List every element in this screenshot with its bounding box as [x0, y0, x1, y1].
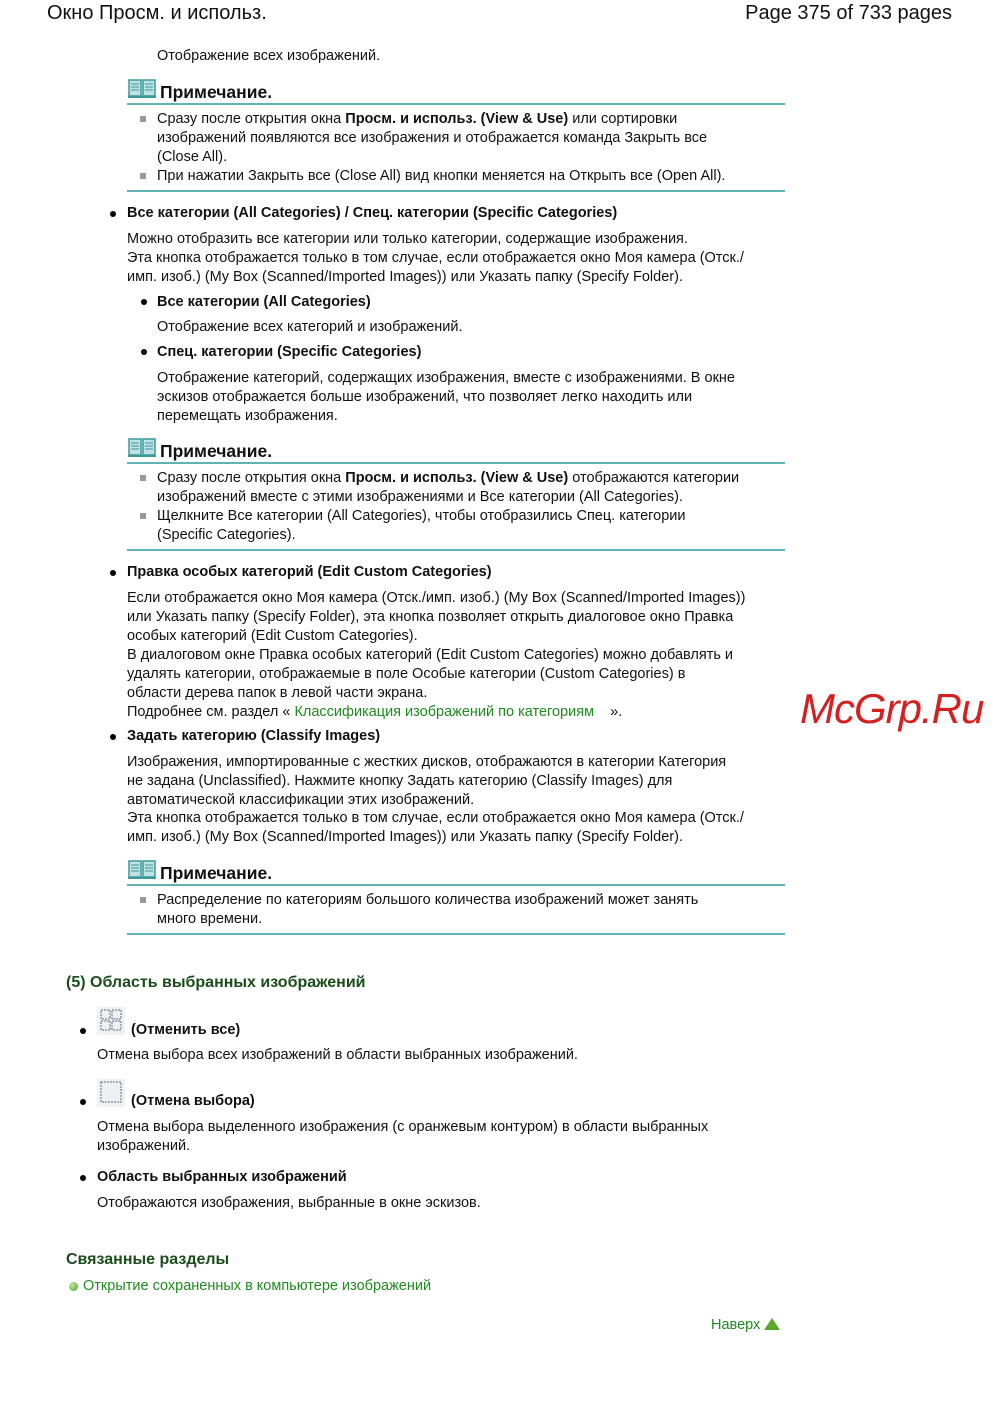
body-text: В диалоговом окне Правка особых категорий (Edit Custom Categories) можно добавлять и	[127, 647, 734, 663]
note-item: Щелкните Все категории (All Categories), чтобы отобразились Спец. категории	[157, 508, 686, 524]
body-text: удалять категории, отображаемые в поле Особые категории (Custom Categories) в	[127, 666, 686, 682]
bullet	[110, 211, 116, 217]
bullet	[80, 1099, 86, 1105]
subitem-title: Спец. категории (Specific Categories)	[157, 344, 422, 360]
bullet	[110, 734, 116, 740]
note-title: Примечание.	[160, 82, 273, 102]
body-text: Отображение категорий, содержащих изображения, вместе с изображениями. В окне	[157, 370, 735, 386]
body-text: Отображаются изображения, выбранные в окне эскизов.	[97, 1195, 481, 1211]
up-triangle-icon	[764, 1318, 780, 1330]
square-bullet	[140, 897, 146, 903]
deselect-all-icon	[97, 1007, 125, 1035]
see-also: Подробнее см. раздел « Классификация изображений по категориям ».	[127, 704, 623, 720]
intro-text: Отображение всех изображений.	[157, 48, 381, 64]
note-title: Примечание.	[160, 441, 273, 461]
note-item: Сразу после открытия окна Просм. и использ. (View & Use) отображаются категории	[157, 470, 740, 486]
body-text: Отображение всех категорий и изображений.	[157, 319, 463, 335]
note-text: много времени.	[157, 911, 263, 927]
note-text: (Close All).	[157, 149, 228, 165]
bullet	[141, 349, 147, 355]
divider	[127, 933, 785, 935]
note-item: Распределение по категориям большого количества изображений может занять	[157, 892, 699, 908]
body-text: особых категорий (Edit Custom Categories).	[127, 628, 418, 644]
divider	[127, 103, 785, 105]
green-dot-icon	[69, 1282, 78, 1291]
section-heading: (5) Область выбранных изображений	[66, 974, 366, 991]
bullet	[110, 570, 116, 576]
related-link[interactable]: Открытие сохраненных в компьютере изображений	[83, 1278, 432, 1294]
item-title: Все категории (All Categories) / Спец. категории (Specific Categories)	[127, 205, 618, 221]
item-title: (Отмена выбора)	[131, 1093, 255, 1109]
deselect-icon	[97, 1079, 125, 1107]
note-item: Сразу после открытия окна Просм. и использ. (View & Use) или сортировки	[157, 111, 678, 127]
item-title: Область выбранных изображений	[97, 1169, 347, 1185]
body-text: Отмена выбора выделенного изображения (с оранжевым контуром) в области выбранных	[97, 1119, 709, 1135]
note-book-icon	[128, 79, 156, 99]
bullet	[80, 1028, 86, 1034]
divider	[127, 190, 785, 192]
body-text: имп. изоб.) (My Box (Scanned/Imported Images)) или Указать папку (Specify Folder).	[127, 269, 683, 285]
page-indicator: Page 375 of 733 pages	[745, 2, 952, 24]
divider	[127, 549, 785, 551]
back-to-top-label: Наверх	[711, 1317, 761, 1333]
body-text: или Указать папку (Specify Folder), эта кнопка позволяет открыть диалоговое окно Правка	[127, 609, 734, 625]
classify-link[interactable]: Классификация изображений по категориям	[294, 704, 595, 720]
note-title: Примечание.	[160, 863, 273, 883]
related-heading: Связанные разделы	[66, 1251, 230, 1268]
bullet	[141, 299, 147, 305]
body-text: Эта кнопка отображается только в том случае, если отображается окно Моя камера (Отск./	[127, 250, 744, 266]
body-text: перемещать изображения.	[157, 408, 338, 424]
item-title: Правка особых категорий (Edit Custom Categories)	[127, 564, 492, 580]
back-to-top-link[interactable]	[711, 1315, 780, 1335]
note-item: При нажатии Закрыть все (Close All) вид кнопки меняется на Открыть все (Open All).	[157, 168, 726, 184]
window-title: Окно Просм. и использ.	[47, 2, 267, 24]
square-bullet	[140, 513, 146, 519]
subitem-title: Все категории (All Categories)	[157, 294, 371, 310]
body-text: не задана (Unclassified). Нажмите кнопку Задать категорию (Classify Images) для	[127, 773, 673, 789]
note-text: (Specific Categories).	[157, 527, 296, 543]
item-title: Задать категорию (Classify Images)	[127, 728, 381, 744]
item-title: (Отменить все)	[131, 1022, 241, 1038]
square-bullet	[140, 173, 146, 179]
square-bullet	[140, 116, 146, 122]
body-text: изображений.	[97, 1138, 191, 1154]
note-book-icon	[128, 438, 156, 458]
square-bullet	[140, 475, 146, 481]
body-text: Отмена выбора всех изображений в области выбранных изображений.	[97, 1047, 578, 1063]
watermark-logo: McGrp.Ru	[800, 685, 984, 732]
divider	[127, 462, 785, 464]
body-text: Изображения, импортированные с жестких дисков, отображаются в категории Категория	[127, 754, 727, 770]
note-text: изображений появляются все изображения и отображается команда Закрыть все	[157, 130, 708, 146]
body-text: Можно отобразить все категории или только категории, содержащие изображения.	[127, 231, 688, 247]
body-text: имп. изоб.) (My Box (Scanned/Imported Images)) или Указать папку (Specify Folder).	[127, 829, 683, 845]
divider	[127, 884, 785, 886]
note-book-icon	[128, 860, 156, 880]
body-text: автоматической классификации этих изображений.	[127, 792, 475, 808]
body-text: области дерева папок в левой части экрана.	[127, 685, 428, 701]
note-text: изображений вместе с этими изображениями и Все категории (All Categories).	[157, 489, 683, 505]
bullet	[80, 1175, 86, 1181]
body-text: Эта кнопка отображается только в том случае, если отображается окно Моя камера (Отск./	[127, 810, 744, 826]
body-text: эскизов отображается больше изображений, что позволяет легко находить или	[157, 389, 693, 405]
body-text: Если отображается окно Моя камера (Отск./имп. изоб.) (My Box (Scanned/Imported Images))	[127, 590, 746, 606]
